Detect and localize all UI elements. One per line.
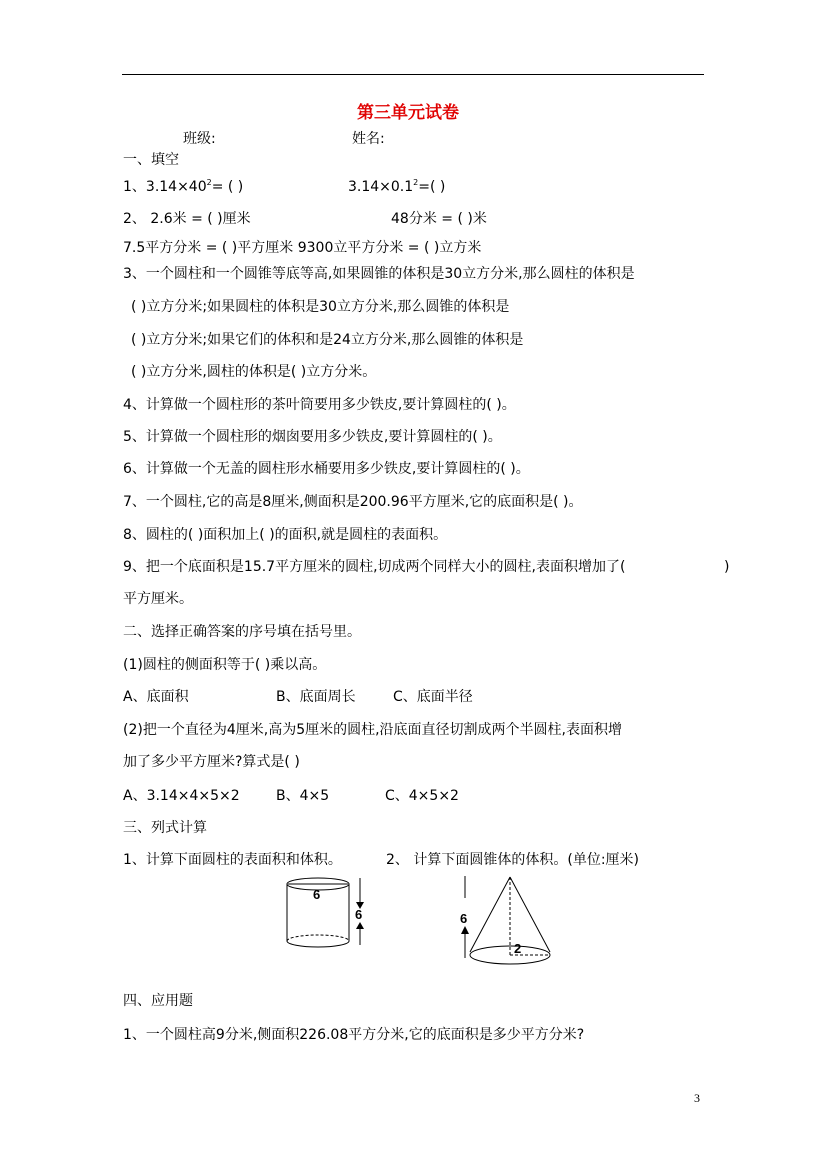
- question-3-line-1: 3、一个圆柱和一个圆锥等底等高,如果圆锥的体积是30立方分米,那么圆柱的体积是: [123, 266, 635, 282]
- cylinder-diameter-label: 6: [313, 887, 321, 902]
- page-number: 3: [694, 1091, 700, 1105]
- class-label: 班级:: [183, 131, 216, 147]
- question-2b: 48分米 = ( )米: [391, 211, 487, 227]
- question-9-line-2: 平方厘米。: [123, 591, 193, 607]
- cone-left-slant: [470, 877, 510, 952]
- calc-question-1: 1、计算下面圆柱的表面积和体积。: [123, 852, 342, 868]
- calc-question-2: 2、 计算下面圆锥体的体积。(单位:厘米): [386, 852, 639, 868]
- choice-1-option-b: B、底面周长: [276, 689, 356, 705]
- choice-question-1: (1)圆柱的侧面积等于( )乘以高。: [123, 657, 327, 673]
- cone-height-arrowhead-up: [461, 926, 469, 934]
- question-1b: $3.14\times 0.1^2=$( ): [348, 178, 446, 195]
- question-3-line-4: ( )立方分米,圆柱的体积是( )立方分米。: [131, 364, 377, 380]
- question-8: 8、圆柱的( )面积加上( )的面积,就是圆柱的表面积。: [123, 527, 448, 543]
- application-question-1: 1、一个圆柱高9分米,侧面积226.08平方分米,它的底面积是多少平方分米?: [123, 1027, 585, 1043]
- cone-figure: [455, 870, 565, 970]
- header-rule: [122, 74, 704, 75]
- cylinder-bottom-back: [287, 935, 349, 941]
- choice-2-option-c: C、4×5×2: [385, 788, 459, 804]
- cylinder-height-arrowhead-up: [356, 922, 364, 929]
- name-label: 姓名:: [352, 131, 385, 147]
- choice-1-option-c: C、底面半径: [393, 689, 473, 705]
- question-6: 6、计算做一个无盖的圆柱形水桶要用多少铁皮,要计算圆柱的( )。: [123, 461, 530, 477]
- section-4-heading: 四、应用题: [123, 993, 193, 1009]
- choice-question-2-line-2: 加了多少平方厘米?算式是( ): [123, 754, 300, 770]
- cylinder-bottom-front: [287, 941, 349, 947]
- choice-question-2-line-1: (2)把一个直径为4厘米,高为5厘米的圆柱,沿底面直径切割成两个半圆柱,表面积增: [123, 722, 622, 738]
- question-7: 7、一个圆柱,它的高是8厘米,侧面积是200.96平方厘米,它的底面积是( )。: [123, 494, 583, 510]
- question-3-line-2: ( )立方分米;如果圆柱的体积是30立方分米,那么圆锥的体积是: [131, 299, 510, 315]
- question-2c: 7.5平方分米 = ( )平方厘米 9300立平方分米 = ( )立方米: [123, 240, 482, 256]
- section-1-heading: 一、填空: [123, 152, 179, 168]
- section-2-heading: 二、选择正确答案的序号填在括号里。: [123, 624, 361, 640]
- choice-2-option-a: A、3.14×4×5×2: [123, 788, 240, 804]
- choice-2-option-b: B、4×5: [276, 788, 330, 804]
- cone-height-label: 6: [460, 911, 468, 926]
- question-5: 5、计算做一个圆柱形的烟囱要用多少铁皮,要计算圆柱的( )。: [123, 429, 502, 445]
- question-3-line-3: ( )立方分米;如果它们的体积和是24立方分米,那么圆锥的体积是: [131, 332, 524, 348]
- cone-radius-label: 2: [514, 941, 522, 956]
- question-2a: 2、 2.6米 = ( )厘米: [123, 211, 251, 227]
- page-title: 第三单元试卷: [357, 103, 459, 123]
- cylinder-height-label: 6: [355, 907, 363, 922]
- question-1a: 1、$3.14\times 40^2=$ ( ): [123, 178, 244, 195]
- question-9-close-paren: ): [724, 559, 730, 575]
- cylinder-figure: [280, 872, 370, 958]
- choice-1-option-a: A、底面积: [123, 689, 189, 705]
- question-4: 4、计算做一个圆柱形的茶叶筒要用多少铁皮,要计算圆柱的( )。: [123, 397, 516, 413]
- question-9-line-1: 9、把一个底面积是15.7平方厘米的圆柱,切成两个同样大小的圆柱,表面积增加了(: [123, 559, 626, 575]
- section-3-heading: 三、列式计算: [123, 820, 207, 836]
